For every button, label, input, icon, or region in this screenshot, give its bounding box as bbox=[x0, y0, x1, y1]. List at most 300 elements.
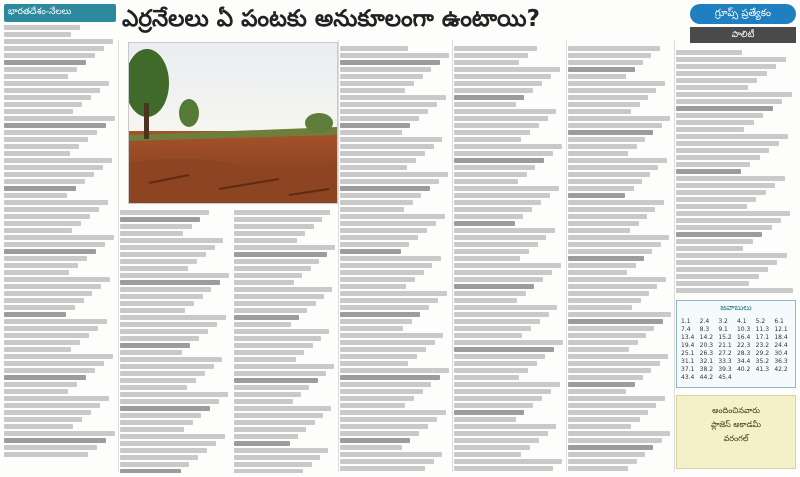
answer-item: 15.2 bbox=[718, 334, 732, 341]
text-line bbox=[568, 298, 641, 303]
text-line bbox=[568, 445, 653, 450]
text-line bbox=[340, 207, 404, 212]
text-line bbox=[234, 301, 316, 306]
red-soil-field-photo bbox=[128, 42, 338, 204]
text-line bbox=[4, 214, 90, 219]
text-line bbox=[676, 127, 744, 132]
text-line bbox=[4, 389, 68, 394]
text-line bbox=[340, 277, 415, 282]
text-line bbox=[454, 347, 554, 352]
text-line bbox=[340, 172, 448, 177]
answer-item: 9.1 bbox=[718, 326, 728, 333]
text-line bbox=[120, 217, 200, 222]
text-line bbox=[454, 200, 541, 205]
text-line bbox=[4, 298, 84, 303]
text-line bbox=[340, 193, 421, 198]
text-line bbox=[4, 158, 112, 163]
answer-item: 8.3 bbox=[699, 326, 710, 333]
answer-item: 20.3 bbox=[699, 342, 714, 349]
text-line bbox=[120, 336, 199, 341]
text-line bbox=[568, 368, 651, 373]
text-line bbox=[340, 459, 434, 464]
text-line bbox=[120, 371, 205, 376]
text-line bbox=[120, 301, 194, 306]
text-line bbox=[454, 410, 524, 415]
text-line bbox=[120, 322, 217, 327]
text-line bbox=[120, 455, 198, 460]
text-line bbox=[4, 277, 110, 282]
column-1 bbox=[120, 208, 230, 473]
text-line bbox=[676, 183, 775, 188]
answer-item: 26.3 bbox=[699, 350, 714, 357]
text-line bbox=[676, 120, 754, 125]
text-line bbox=[4, 242, 105, 247]
text-line bbox=[4, 368, 95, 373]
text-line bbox=[4, 60, 86, 65]
text-line bbox=[120, 266, 188, 271]
answer-item: 39.3 bbox=[718, 366, 732, 373]
text-line bbox=[234, 364, 334, 369]
text-line bbox=[120, 224, 192, 229]
text-line bbox=[120, 273, 229, 278]
text-line bbox=[454, 277, 543, 282]
text-line bbox=[454, 67, 560, 72]
series-badge: గ్రూప్స్ ప్రత్యేకం bbox=[690, 4, 796, 24]
text-line bbox=[568, 438, 662, 443]
text-line bbox=[340, 46, 408, 51]
text-line bbox=[340, 116, 419, 121]
text-line bbox=[340, 347, 426, 352]
answer-item: 16.4 bbox=[736, 334, 751, 341]
text-line bbox=[568, 396, 665, 401]
text-line bbox=[454, 319, 540, 324]
text-line bbox=[234, 308, 307, 313]
text-line bbox=[234, 231, 305, 236]
text-line bbox=[568, 228, 630, 233]
text-line bbox=[4, 305, 75, 310]
text-line bbox=[568, 305, 632, 310]
text-line bbox=[4, 102, 82, 107]
answer-item: 36.3 bbox=[774, 358, 788, 365]
text-line bbox=[340, 431, 419, 436]
text-line bbox=[454, 368, 528, 373]
text-line bbox=[4, 410, 91, 415]
text-line bbox=[454, 424, 556, 429]
text-line bbox=[454, 235, 546, 240]
text-line bbox=[120, 315, 226, 320]
text-line bbox=[120, 329, 208, 334]
answer-item: 25.1 bbox=[681, 350, 695, 357]
text-line bbox=[568, 81, 665, 86]
text-line bbox=[4, 151, 70, 156]
text-line bbox=[454, 354, 545, 359]
text-line bbox=[340, 88, 405, 93]
text-line bbox=[340, 102, 437, 107]
answer-item: 34.4 bbox=[736, 358, 751, 365]
text-line bbox=[4, 81, 109, 86]
answer-item: 33.3 bbox=[718, 358, 732, 365]
text-line bbox=[4, 193, 67, 198]
text-line bbox=[454, 326, 531, 331]
text-line bbox=[568, 88, 656, 93]
column-3 bbox=[340, 44, 450, 474]
text-line bbox=[120, 413, 201, 418]
text-line bbox=[676, 274, 759, 279]
text-line bbox=[340, 235, 418, 240]
text-line bbox=[676, 92, 792, 97]
text-line bbox=[120, 210, 209, 215]
text-line bbox=[568, 333, 646, 338]
text-line bbox=[454, 179, 518, 184]
text-line bbox=[340, 67, 431, 72]
text-line bbox=[4, 144, 79, 149]
text-line bbox=[234, 224, 314, 229]
answer-item: 10.3 bbox=[736, 326, 751, 333]
text-line bbox=[568, 165, 658, 170]
text-line bbox=[120, 399, 219, 404]
text-line bbox=[340, 298, 438, 303]
text-line bbox=[340, 144, 434, 149]
answer-item: 21.1 bbox=[718, 342, 732, 349]
text-line bbox=[340, 270, 424, 275]
column-rule bbox=[118, 40, 119, 472]
text-line bbox=[234, 329, 329, 334]
text-line bbox=[340, 319, 412, 324]
text-line bbox=[454, 263, 561, 268]
answer-item: 44.2 bbox=[699, 374, 714, 381]
text-line bbox=[234, 287, 332, 292]
text-line bbox=[234, 469, 303, 473]
text-line bbox=[234, 266, 311, 271]
answer-item: 27.2 bbox=[718, 350, 732, 357]
text-line bbox=[676, 71, 767, 76]
text-line bbox=[120, 385, 187, 390]
text-line bbox=[676, 113, 763, 118]
text-line bbox=[340, 158, 416, 163]
answer-item: 14.2 bbox=[699, 334, 714, 341]
text-line bbox=[234, 273, 302, 278]
text-line bbox=[676, 155, 760, 160]
text-line bbox=[568, 340, 638, 345]
answer-item: 28.3 bbox=[736, 350, 751, 357]
text-line bbox=[340, 221, 436, 226]
headline: ఎర్రనేలలు ఏ పంటకు అనుకూలంగా ఉంటాయి? bbox=[122, 6, 540, 32]
text-line bbox=[4, 438, 106, 443]
text-line bbox=[4, 32, 71, 37]
text-line bbox=[568, 144, 637, 149]
text-line bbox=[568, 123, 662, 128]
text-line bbox=[454, 158, 544, 163]
text-line bbox=[4, 46, 104, 51]
text-line bbox=[454, 130, 530, 135]
text-line bbox=[234, 427, 306, 432]
text-line bbox=[340, 179, 439, 184]
text-line bbox=[234, 343, 313, 348]
answer-item: 43.4 bbox=[681, 374, 695, 381]
text-line bbox=[568, 389, 626, 394]
left-column bbox=[4, 4, 116, 474]
answer-item: 13.4 bbox=[681, 334, 695, 341]
text-line bbox=[4, 235, 114, 240]
text-line bbox=[234, 434, 298, 439]
answer-item: 32.1 bbox=[699, 358, 714, 365]
text-line bbox=[4, 256, 87, 261]
text-line bbox=[234, 357, 296, 362]
text-line bbox=[340, 228, 427, 233]
text-line bbox=[120, 469, 181, 473]
text-line bbox=[568, 466, 628, 471]
text-line bbox=[340, 95, 446, 100]
credit-name: ప్లాజెస్ అకాడమీ bbox=[711, 420, 761, 429]
text-line bbox=[676, 246, 743, 251]
text-line bbox=[568, 284, 657, 289]
text-line bbox=[340, 200, 413, 205]
text-line bbox=[4, 137, 88, 142]
answer-item: 37.1 bbox=[681, 366, 695, 373]
text-line bbox=[568, 95, 648, 100]
answers-box bbox=[676, 300, 796, 388]
text-line bbox=[568, 235, 669, 240]
text-line bbox=[234, 413, 323, 418]
text-line bbox=[120, 406, 210, 411]
text-line bbox=[340, 368, 449, 373]
text-line bbox=[340, 312, 420, 317]
text-line bbox=[120, 287, 211, 292]
text-line bbox=[568, 347, 629, 352]
text-line bbox=[568, 403, 656, 408]
text-line bbox=[676, 211, 790, 216]
text-line bbox=[568, 74, 626, 79]
text-line bbox=[4, 417, 82, 422]
text-line bbox=[454, 340, 563, 345]
text-line bbox=[234, 455, 320, 460]
text-line bbox=[568, 375, 643, 380]
text-line bbox=[340, 403, 405, 408]
text-line bbox=[4, 340, 80, 345]
text-line bbox=[340, 60, 440, 65]
text-line bbox=[4, 39, 113, 44]
text-line bbox=[4, 25, 80, 30]
text-line bbox=[340, 74, 423, 79]
text-line bbox=[454, 452, 521, 457]
text-line bbox=[676, 64, 776, 69]
column-4 bbox=[454, 44, 564, 474]
text-line bbox=[340, 445, 402, 450]
text-line bbox=[4, 123, 106, 128]
text-line bbox=[676, 288, 793, 293]
text-line bbox=[120, 308, 185, 313]
text-line bbox=[676, 85, 748, 90]
text-line bbox=[454, 256, 520, 261]
answer-item: 23.2 bbox=[755, 342, 770, 349]
text-line bbox=[120, 280, 220, 285]
text-line bbox=[234, 280, 294, 285]
text-line bbox=[676, 232, 762, 237]
text-line bbox=[676, 267, 768, 272]
text-line bbox=[568, 116, 670, 121]
text-line bbox=[676, 99, 782, 104]
answer-item: 19.4 bbox=[681, 342, 695, 349]
column-rule bbox=[452, 40, 453, 472]
text-line bbox=[676, 57, 786, 62]
text-line bbox=[120, 238, 223, 243]
text-line bbox=[4, 431, 115, 436]
text-line bbox=[340, 249, 401, 254]
text-line bbox=[676, 134, 788, 139]
text-line bbox=[454, 438, 539, 443]
text-line bbox=[568, 67, 635, 72]
text-line bbox=[4, 263, 78, 268]
text-line bbox=[568, 102, 640, 107]
text-line bbox=[234, 259, 319, 264]
text-line bbox=[454, 375, 519, 380]
text-line bbox=[454, 186, 559, 191]
column-rule bbox=[674, 40, 675, 472]
text-line bbox=[454, 109, 556, 114]
text-line bbox=[454, 403, 533, 408]
text-line bbox=[454, 137, 521, 142]
text-line bbox=[454, 95, 524, 100]
text-line bbox=[120, 392, 228, 397]
text-line bbox=[4, 361, 104, 366]
text-line bbox=[568, 319, 663, 324]
text-line bbox=[568, 354, 668, 359]
text-line bbox=[340, 417, 437, 422]
field-illustration bbox=[129, 43, 337, 203]
text-line bbox=[340, 305, 429, 310]
answer-item: 35.2 bbox=[755, 358, 770, 365]
text-line bbox=[340, 375, 440, 380]
text-line bbox=[4, 186, 76, 191]
text-line bbox=[4, 291, 92, 296]
text-line bbox=[676, 239, 753, 244]
text-line bbox=[4, 53, 95, 58]
text-line bbox=[120, 252, 206, 257]
text-line bbox=[340, 137, 442, 142]
text-line bbox=[340, 354, 417, 359]
text-line bbox=[340, 53, 449, 58]
text-line bbox=[4, 326, 98, 331]
text-line bbox=[340, 284, 406, 289]
text-line bbox=[120, 420, 193, 425]
answer-item: 41.3 bbox=[755, 366, 770, 373]
text-line bbox=[568, 207, 655, 212]
text-line bbox=[4, 452, 88, 457]
credit-title: అందించినవారు bbox=[712, 406, 760, 415]
text-line bbox=[234, 350, 304, 355]
text-line bbox=[454, 74, 551, 79]
text-line bbox=[340, 333, 443, 338]
text-line bbox=[568, 326, 654, 331]
text-line bbox=[234, 336, 321, 341]
text-line bbox=[568, 431, 670, 436]
text-line bbox=[568, 172, 650, 177]
text-line bbox=[454, 46, 537, 51]
text-line bbox=[4, 88, 100, 93]
text-line bbox=[340, 452, 442, 457]
answer-item: 18.4 bbox=[774, 334, 788, 341]
text-line bbox=[340, 214, 445, 219]
answer-item: 29.2 bbox=[755, 350, 770, 357]
text-line bbox=[120, 294, 203, 299]
text-line bbox=[454, 60, 519, 65]
text-line bbox=[568, 277, 666, 282]
text-line bbox=[568, 417, 640, 422]
text-line bbox=[234, 217, 322, 222]
text-line bbox=[568, 263, 636, 268]
answer-item: 3.2 bbox=[718, 318, 728, 325]
column-5 bbox=[568, 44, 672, 474]
text-line bbox=[234, 238, 297, 243]
text-line bbox=[4, 375, 86, 380]
text-line bbox=[454, 333, 522, 338]
text-line bbox=[676, 148, 769, 153]
text-line bbox=[4, 249, 96, 254]
text-line bbox=[454, 172, 527, 177]
answer-item: 45.4 bbox=[718, 374, 732, 381]
text-line bbox=[676, 169, 741, 174]
text-line bbox=[568, 410, 648, 415]
text-line bbox=[4, 221, 81, 226]
text-line bbox=[568, 186, 634, 191]
series-subject: పాలిటీ bbox=[690, 27, 796, 43]
text-line bbox=[340, 382, 431, 387]
text-line bbox=[568, 242, 661, 247]
text-line bbox=[120, 343, 190, 348]
text-line bbox=[340, 361, 408, 366]
text-line bbox=[568, 137, 645, 142]
text-line bbox=[454, 284, 534, 289]
text-line bbox=[454, 53, 528, 58]
text-line bbox=[234, 245, 335, 250]
text-line bbox=[676, 190, 766, 195]
answer-item: 30.4 bbox=[774, 350, 788, 357]
text-line bbox=[4, 319, 107, 324]
column-rule bbox=[338, 40, 339, 472]
text-line bbox=[568, 424, 631, 429]
text-line bbox=[568, 214, 647, 219]
text-line bbox=[568, 109, 631, 114]
text-line bbox=[340, 165, 407, 170]
text-line bbox=[676, 50, 742, 55]
answer-item: 1.1 bbox=[681, 318, 691, 325]
text-line bbox=[120, 350, 182, 355]
text-line bbox=[454, 417, 516, 422]
text-line bbox=[340, 123, 410, 128]
text-line bbox=[4, 445, 97, 450]
text-line bbox=[340, 424, 428, 429]
text-line bbox=[120, 245, 215, 250]
text-line bbox=[234, 371, 326, 376]
text-line bbox=[454, 389, 551, 394]
text-line bbox=[568, 179, 642, 184]
text-line bbox=[454, 291, 526, 296]
text-line bbox=[340, 256, 441, 261]
text-line bbox=[340, 410, 446, 415]
answer-item: 31.1 bbox=[681, 358, 695, 365]
text-line bbox=[454, 207, 532, 212]
answer-item: 7.4 bbox=[681, 326, 691, 333]
text-line bbox=[676, 78, 757, 83]
text-line bbox=[340, 242, 409, 247]
text-line bbox=[568, 291, 649, 296]
text-line bbox=[454, 214, 523, 219]
text-line bbox=[340, 389, 423, 394]
text-line bbox=[454, 431, 548, 436]
text-line bbox=[568, 459, 637, 464]
text-line bbox=[454, 151, 553, 156]
text-line bbox=[568, 200, 664, 205]
